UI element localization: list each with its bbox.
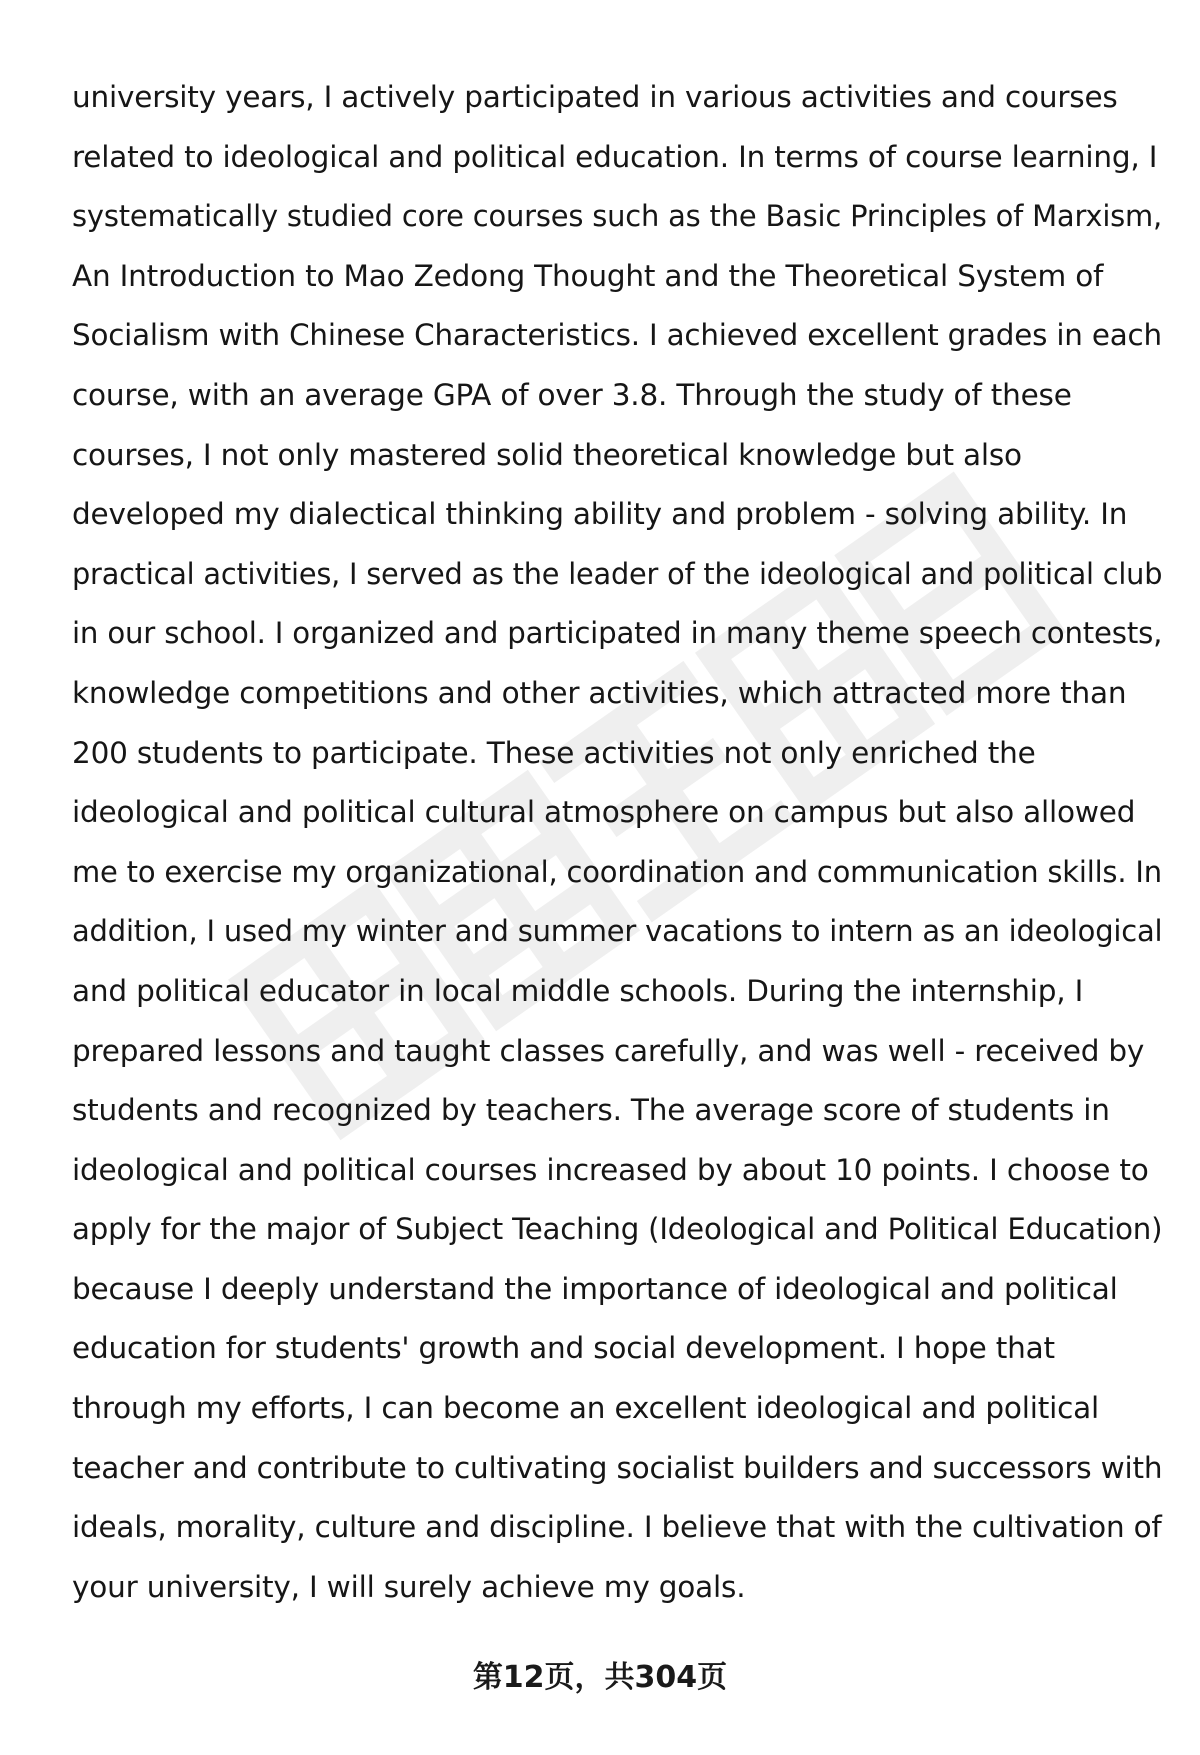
body-line: students and recognized by teachers. The average score of students in [72, 1093, 1110, 1128]
body-line: ideological and political courses increased by about 10 points. I choose to [72, 1152, 1149, 1187]
body-line: course, with an average GPA of over 3.8. Through the study of these [72, 377, 1072, 412]
body-line: related to ideological and political education. In terms of course learning, I [72, 139, 1158, 174]
body-line: 200 students to participate. These activities not only enriched the [72, 735, 1036, 770]
body-line: university years, I actively participated in various activities and courses [72, 80, 1118, 114]
body-line: prepared lessons and taught classes carefully, and was well - received by [72, 1033, 1145, 1068]
body-line: education for students' growth and social development. I hope that [72, 1331, 1055, 1366]
body-text [72, 68, 1162, 1617]
body-line: knowledge competitions and other activities, which attracted more than [72, 675, 1127, 710]
body-line: me to exercise my organizational, coordination and communication skills. In [72, 854, 1162, 889]
body-line: ideals, morality, culture and discipline. I believe that with the cultivation of [72, 1510, 1162, 1545]
body-line: in our school. I organized and participated in many theme speech contests, [72, 616, 1163, 651]
body-line: apply for the major of Subject Teaching (Ideological and Political Education) [72, 1212, 1163, 1247]
body-line: courses, I not only mastered solid theoretical knowledge but also [72, 437, 1022, 472]
body-line: teacher and contribute to cultivating socialist builders and successors with [72, 1450, 1163, 1485]
body-line: through my efforts, I can become an excellent ideological and political [72, 1391, 1100, 1426]
body-line: ideological and political cultural atmosphere on campus but also allowed [72, 795, 1136, 830]
body-line: addition, I used my winter and summer vacations to intern as an ideological [72, 914, 1163, 949]
page-footer: 第12页，共304页 [472, 1660, 728, 1695]
body-line: practical activities, I served as the leader of the ideological and political club [72, 556, 1163, 591]
body-line: systematically studied core courses such as the Basic Principles of Marxism, [72, 199, 1163, 234]
body-line: your university, I will surely achieve my goals. [72, 1569, 746, 1604]
body-line: An Introduction to Mao Zedong Thought and the Theoretical System of [72, 258, 1104, 293]
body-line: because I deeply understand the importance of ideological and political [72, 1271, 1118, 1306]
body-line: developed my dialectical thinking ability and problem - solving ability. In [72, 497, 1128, 532]
body-line: and political educator in local middle schools. During the internship, I [72, 973, 1084, 1008]
body-line: Socialism with Chinese Characteristics. I achieved excellent grades in each [72, 318, 1162, 353]
